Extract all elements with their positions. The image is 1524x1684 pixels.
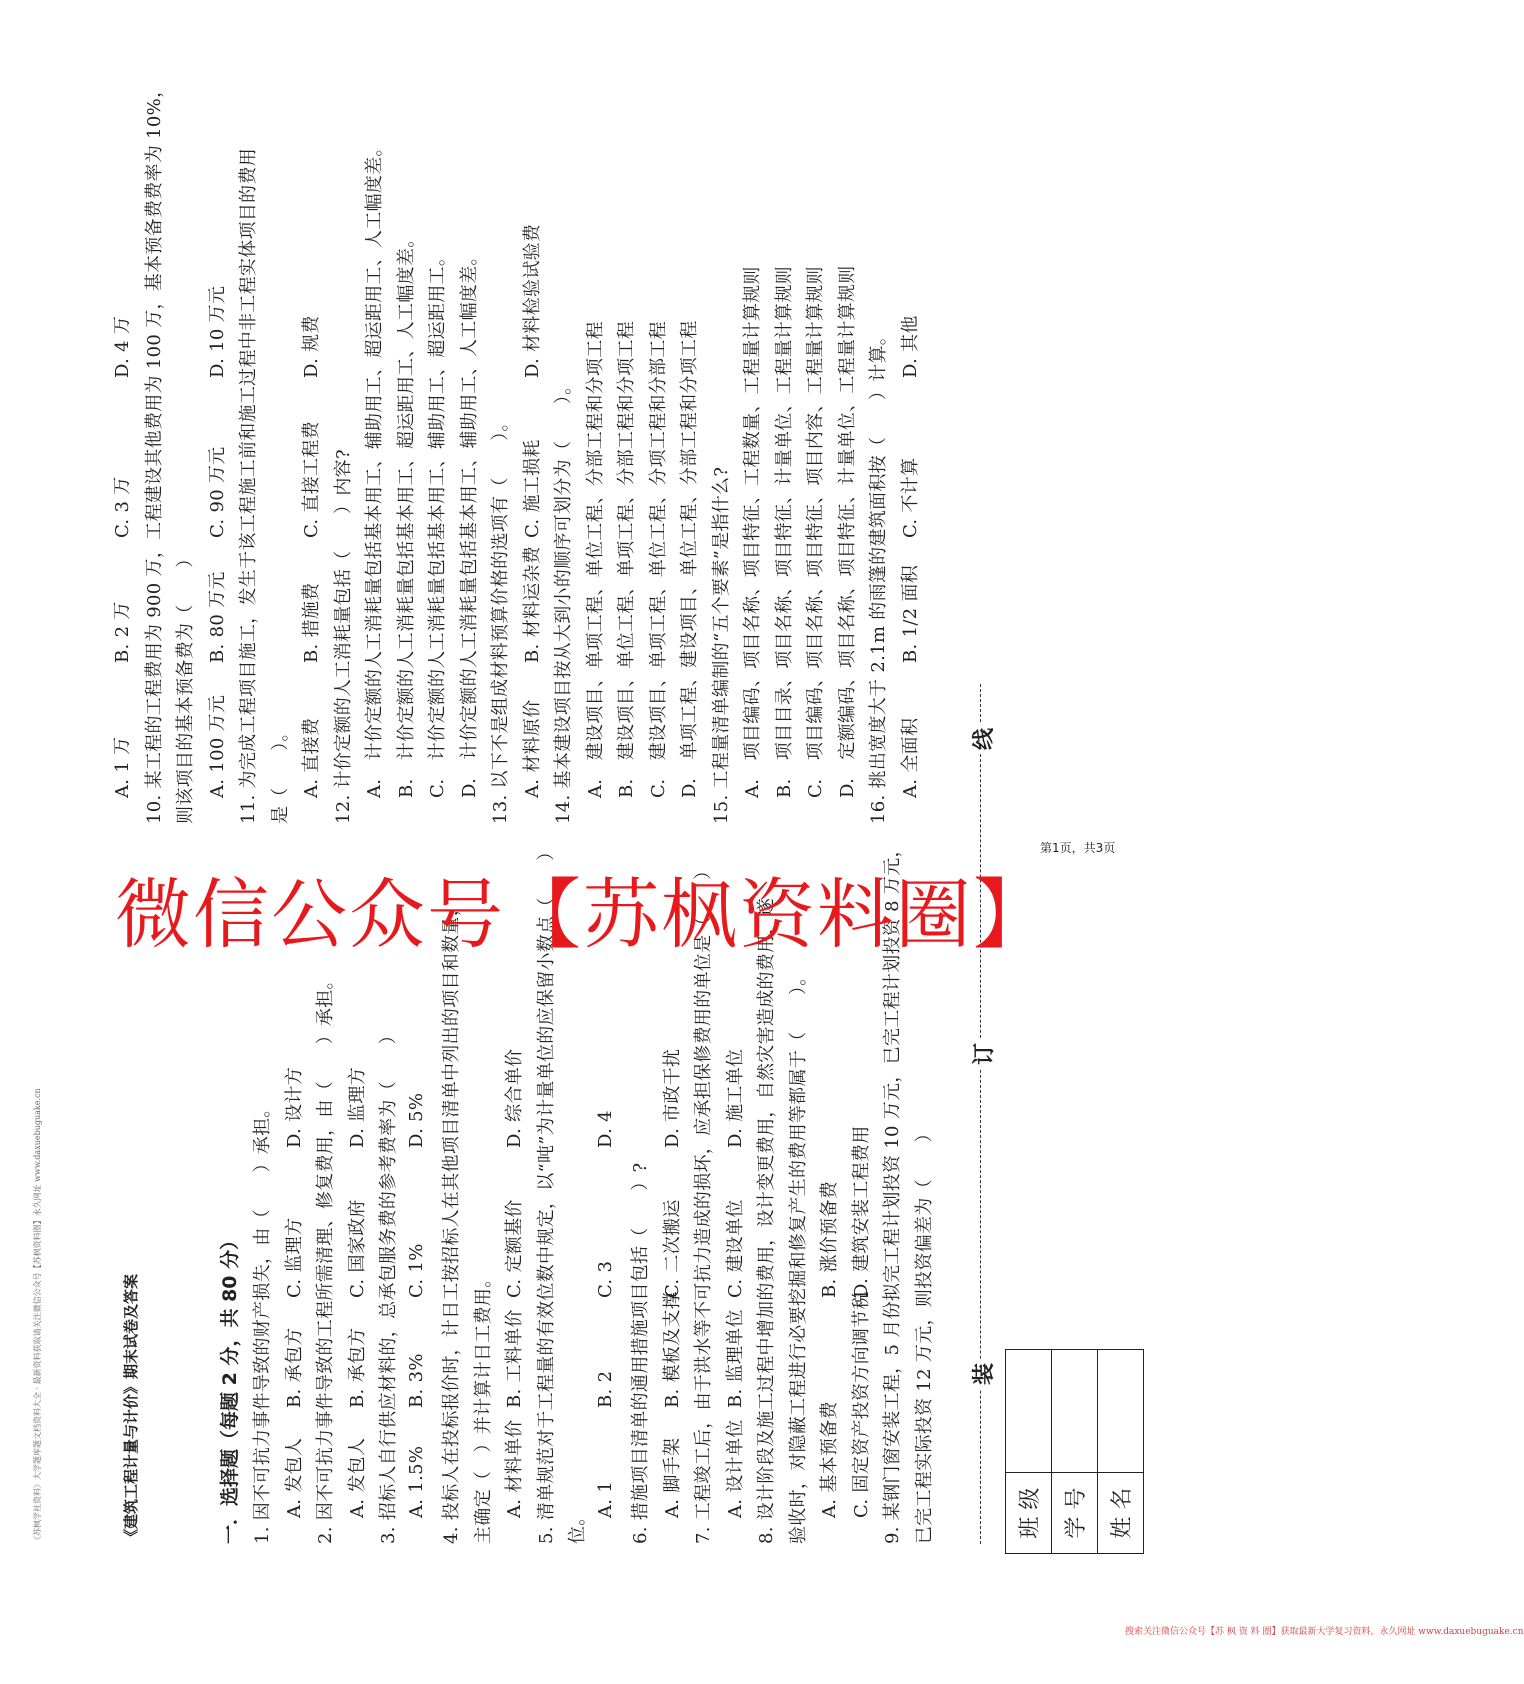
option-choice: D. 建筑安装工程费用: [850, 1125, 872, 1298]
option-choice: D. 其他: [899, 315, 921, 378]
option-row: [847, 998, 873, 1518]
option-choice: A. 100 万元: [206, 694, 228, 798]
option-row: [297, 178, 323, 798]
question-option-line: C. 项目编码、项目名称、项目特征、项目内容、工程量计算规则: [805, 266, 826, 798]
option-choice: A. 基本预备费: [819, 1401, 840, 1518]
option-row: [406, 948, 427, 1518]
question-text: 4. 投标人在投标报价时，计日工按招标人在其他项目清单中列出的项目和数量，: [441, 898, 462, 1544]
option-choice: A. 脚手架: [661, 1437, 683, 1518]
student-id-field[interactable]: [1052, 1350, 1098, 1473]
question-option-line: C. 建设项目、单项工程、单位工程、分项工程和分部工程: [647, 321, 669, 798]
question-text: 位。: [567, 1507, 588, 1544]
question-text: 已完工程实际投资 12 万元，则投资偏差为（ ）: [913, 1124, 935, 1544]
option-row: [896, 178, 922, 798]
option-choice: C. 3 万: [112, 476, 133, 538]
option-choice: D. 设计方: [283, 1066, 305, 1148]
class-label: 班 级: [1006, 1473, 1052, 1554]
option-choice: B. 承包方: [283, 1327, 305, 1408]
option-choice: B. 3%: [405, 1353, 427, 1408]
option-row: [721, 948, 747, 1518]
question-option-line: A. 建设项目、单项工程、单位工程、分部工程和分项工程: [584, 321, 606, 798]
option-row: [815, 998, 841, 1518]
option-choice: B. 措施费: [301, 582, 322, 663]
option-choice: A. 材料原价: [521, 699, 543, 798]
question-option-line: B. 建设项目、单位工程、单项工程、分部工程和分项工程: [616, 320, 637, 798]
option-choice: B. 2 万: [112, 601, 133, 663]
option-row: [203, 178, 229, 798]
option-choice: C. 3: [594, 1260, 616, 1298]
option-choice: D. 4: [594, 1110, 616, 1148]
question-option-line: D. 计价定额的人工消耗量包括基本用工、辅助用工、人工幅度差。: [458, 247, 480, 798]
question-option-line: D. 单项工程、建设项目、单位工程、分部工程和分项工程: [679, 320, 700, 798]
question-text: 验收时，对隐蔽工程进行必要挖掘和修复产生的费用等都属于（ ）。: [787, 967, 809, 1544]
question-option-line: C. 计价定额的人工消耗量包括基本用工、辅助用工、超运距用工。: [427, 247, 448, 798]
option-choice: C. 监理方: [283, 1217, 305, 1298]
seal-ding: 订: [967, 1039, 998, 1069]
question-text: 是（ ）。: [269, 723, 291, 824]
option-choice: C. 二次搬运: [661, 1199, 683, 1298]
option-choice: C. 不计算: [899, 457, 921, 538]
question-text: 15. 工程量清单编制的“五个要素”是指什么?: [710, 466, 732, 824]
wechat-watermark: 微信公众号【苏枫资料圈】: [115, 870, 1051, 959]
class-field[interactable]: [1006, 1350, 1052, 1473]
seal-xian: 线: [967, 724, 998, 754]
question-text: 9. 某钢门窗安装工程，5 月份拟完工程计划投资 10 万元，已完工程计划投资 8 万元，: [882, 839, 903, 1544]
option-choice: B. 模板及支撑: [661, 1290, 683, 1408]
option-choice: D. 施工单位: [724, 1048, 746, 1148]
seal-line: [980, 684, 981, 1544]
option-choice: A. 发包人: [283, 1437, 305, 1518]
question-text: 14. 基本建设项目按从大到小的顺序可划分为（ ）。: [553, 376, 574, 824]
option-row: [658, 948, 684, 1518]
question-text: 1. 因不可抗力事件导致的财产损失，由（ ）承担。: [252, 1099, 273, 1544]
question-option-line: A. 项目编码、项目名称、项目特征、工程数量、工程量计算规则: [742, 266, 763, 798]
option-choice: A. 设计单位: [724, 1419, 746, 1518]
option-choice: B. 工料单价: [504, 1309, 525, 1408]
question-option-line: D. 定额编码、项目名称、项目特征、计量单位、工程量计算规则: [836, 265, 858, 798]
option-choice: C. 国家政府: [346, 1199, 368, 1298]
option-choice: C. 固定资产投资方向调节税: [850, 1291, 872, 1518]
option-choice: B. 承包方: [346, 1327, 368, 1408]
name-label: 姓 名: [1098, 1473, 1144, 1554]
question-option-line: B. 计价定额的人工消耗量包括基本用工、超运距用工、人工幅度差。: [395, 229, 417, 798]
option-choice: D. 综合单价: [504, 1048, 525, 1148]
option-choice: C. 90 万元: [206, 446, 228, 538]
option-row: [518, 178, 544, 798]
option-choice: C. 1%: [405, 1243, 427, 1298]
seal-zhuang: 装: [967, 1359, 998, 1389]
question-text: 则该项目的基本预备费为（ ）: [175, 549, 196, 824]
option-choice: D. 材料检验试验费: [521, 223, 543, 378]
option-choice: B. 80 万元: [206, 571, 228, 663]
option-row: [343, 948, 369, 1518]
question-text: 3. 招标人自行供应材料的，总承包服务费的参考费率为（ ）: [378, 1026, 399, 1544]
question-text: 11. 为完成工程项目施工，发生于该工程施工前和施工过程中非工程实体项目的费用: [238, 147, 259, 824]
option-choice: C. 直接工程费: [301, 421, 322, 538]
option-choice: D. 10 万元: [206, 285, 228, 378]
option-choice: A. 材料单价: [504, 1419, 525, 1518]
question-text: 10. 某工程的工程费用为 900 万，工程建设其他费用为 100 万，基本预备费费率为 10%，: [143, 79, 165, 824]
option-choice: D. 规费: [301, 315, 322, 378]
footer-note: 搜索关注微信公众号【苏 枫 资 料 圈】获取最新大学复习资料，永久网址 www.daxuebuguake.cn: [1125, 1627, 1524, 1637]
option-choice: D. 监理方: [346, 1066, 368, 1148]
option-choice: D. 市政干扰: [661, 1048, 683, 1148]
question-text: 主确定（ ）并计算计日工费用。: [472, 1269, 494, 1544]
option-choice: B. 1/2 面积: [899, 564, 921, 663]
question-text: 7. 工程竣工后，由于洪水等不可抗力造成的损坏，应承担保修费用的单位是（ ）: [693, 861, 714, 1544]
option-choice: A. 1: [594, 1480, 616, 1518]
option-row: [500, 948, 526, 1518]
question-text: 13. 以下不是组成材料预算价格的选项有（ ）。: [490, 413, 511, 824]
side-note: 《苏枫学社资料》大学题库题文档资料大全 · 最新资料获取请关注微信公众号【苏枫资料圈】永久网址 www.daxuebuguake.cn: [33, 1088, 42, 1544]
option-choice: A. 1.5%: [405, 1445, 427, 1518]
option-choice: C. 定额基价: [504, 1199, 525, 1298]
name-field[interactable]: [1098, 1350, 1144, 1473]
option-choice: A. 发包人: [346, 1437, 368, 1518]
question-text: 12. 计价定额的人工消耗量包括（ ）内容?: [332, 449, 354, 824]
question-text: 8. 设计阶段及施工过程中增加的费用，设计变更费用，自然灾害造成的费用，遂: [756, 898, 777, 1544]
question-option-line: A. 计价定额的人工消耗量包括基本用工、辅助用工、超运距用工、人工幅度差。: [364, 138, 385, 798]
option-row: [108, 178, 134, 798]
question-text: 16. 挑出宽度大于 2.1m 的雨篷的建筑面积按（ ）计算。: [868, 326, 889, 824]
page-number: 第1页，共3页: [1040, 841, 1116, 855]
option-choice: A. 全面积: [899, 717, 921, 798]
option-choice: A. 1 万: [112, 736, 133, 798]
exam-title: 《建筑工程计量与计价》期末试卷及答案: [122, 1273, 140, 1544]
section-heading: 一．选择题（每题 2 分，共 80 分）: [219, 1230, 241, 1544]
question-option-line: B. 项目目录、项目名称、项目特征、计量单位、工程量计算规则: [773, 266, 795, 798]
option-choice: C. 建设单位: [724, 1199, 746, 1298]
question-text: 2. 因不可抗力事件导致的工程所需清理、修复费用，由（ ）承担。: [315, 971, 336, 1544]
student-id-label: 学 号: [1052, 1473, 1098, 1554]
option-choice: B. 涨价预备费: [819, 1180, 840, 1298]
option-choice: B. 2: [594, 1370, 616, 1408]
student-info-table: [1005, 1349, 1144, 1554]
option-row: [595, 948, 616, 1518]
question-text: 5. 清单规范对于工程量的有效位数中规定，以“吨”为计量单位的应保留小数点（ ）: [535, 842, 557, 1544]
option-choice: C. 施工损耗: [521, 439, 543, 538]
option-choice: D. 4 万: [112, 315, 133, 378]
option-choice: B. 监理单位: [724, 1309, 746, 1408]
option-choice: A. 直接费: [301, 717, 322, 798]
option-row: [280, 948, 306, 1518]
question-text: 6. 措施项目清单的通用措施项目包括（ ）?: [630, 1162, 651, 1544]
option-choice: D. 5%: [405, 1092, 427, 1148]
option-choice: B. 材料运杂费: [521, 545, 543, 663]
